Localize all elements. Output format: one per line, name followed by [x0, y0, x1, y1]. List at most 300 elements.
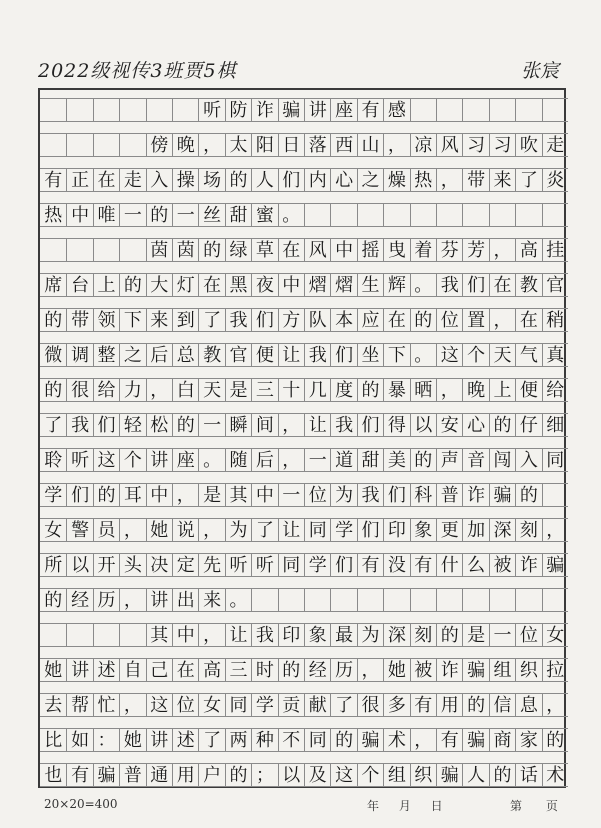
- grid-cell: [93, 98, 119, 122]
- grid-cell: 以: [66, 553, 92, 577]
- text-row: [40, 238, 564, 262]
- grid-cell: [40, 623, 66, 647]
- grid-cell: 在: [383, 308, 409, 332]
- grid-cell: ，: [146, 378, 172, 402]
- grid-cell: 及: [304, 763, 330, 787]
- grid-cell: 来: [198, 588, 224, 612]
- grid-cell: 有: [357, 98, 383, 122]
- text-row: [40, 658, 564, 682]
- grid-cell: 音: [462, 448, 488, 472]
- grid-cell: 一: [119, 203, 145, 227]
- grid-cell: 通: [146, 763, 172, 787]
- grid-cell: 晚: [172, 133, 198, 157]
- grid-cell: 同: [278, 553, 304, 577]
- grid-cell: ；: [251, 763, 277, 787]
- grid-cell: 调: [66, 343, 92, 367]
- grid-cell: 们: [330, 343, 356, 367]
- grid-cell: 方: [278, 308, 304, 332]
- grid-cell: 决: [146, 553, 172, 577]
- grid-cell: [489, 588, 515, 612]
- grid-cell: ，: [542, 693, 568, 717]
- text-row: [40, 273, 564, 297]
- grid-cell: 台: [66, 273, 92, 297]
- grid-cell: 信: [489, 693, 515, 717]
- grid-cell: 女: [542, 623, 568, 647]
- text-row: [40, 203, 564, 227]
- grid-cell: 度: [330, 378, 356, 402]
- grid-cell: 了: [198, 308, 224, 332]
- grid-cell: 贡: [278, 693, 304, 717]
- grid-cell: 位: [172, 693, 198, 717]
- grid-cell: 随: [225, 448, 251, 472]
- grid-cell: 走: [119, 168, 145, 192]
- grid-cell: 中: [146, 483, 172, 507]
- grid-cell: 有: [66, 763, 92, 787]
- grid-cell: 芬: [436, 238, 462, 262]
- grid-cell: 的: [515, 483, 541, 507]
- grid-cell: 声: [436, 448, 462, 472]
- grid-cell: 为: [225, 518, 251, 542]
- grid-cell: 历: [93, 588, 119, 612]
- grid-cell: 出: [172, 588, 198, 612]
- grid-cell: 的: [489, 763, 515, 787]
- grid-cell: [436, 588, 462, 612]
- grid-cell: 微: [40, 343, 66, 367]
- grid-cell: 献: [304, 693, 330, 717]
- grid-cell: 人: [462, 763, 488, 787]
- grid-cell: 心: [462, 413, 488, 437]
- grid-cell: 的: [225, 168, 251, 192]
- grid-cell: 坐: [357, 343, 383, 367]
- grid-cell: 三: [225, 658, 251, 682]
- grid-cell: 安: [436, 413, 462, 437]
- text-row: [40, 483, 564, 507]
- text-row: [40, 448, 564, 472]
- text-row: [40, 763, 564, 787]
- grid-cell: 刻: [515, 518, 541, 542]
- grid-cell: 内: [304, 168, 330, 192]
- grid-cell: 中: [330, 238, 356, 262]
- grid-cell: 之: [357, 168, 383, 192]
- grid-cell: [330, 588, 356, 612]
- grid-cell: 织: [515, 658, 541, 682]
- text-row: [40, 133, 564, 157]
- grid-cell: 辉: [383, 273, 409, 297]
- grid-cell: 一: [278, 483, 304, 507]
- text-row: [40, 343, 564, 367]
- grid-cell: [40, 238, 66, 262]
- grid-cell: 天: [489, 343, 515, 367]
- grid-cell: 的: [119, 273, 145, 297]
- grid-cell: 一: [198, 413, 224, 437]
- grid-cell: 诈: [436, 658, 462, 682]
- grid-cell: 讲: [146, 728, 172, 752]
- grid-cell: 道: [330, 448, 356, 472]
- grid-count-label: 20×20=400: [44, 797, 118, 811]
- grid-cell: 的: [225, 763, 251, 787]
- grid-cell: 最: [330, 623, 356, 647]
- grid-cell: 织: [410, 763, 436, 787]
- grid-cell: 耳: [119, 483, 145, 507]
- grid-cell: 为: [330, 483, 356, 507]
- grid-cell: [93, 623, 119, 647]
- grid-cell: 们: [357, 518, 383, 542]
- text-row: [40, 378, 564, 402]
- grid-cell: 以: [278, 763, 304, 787]
- grid-cell: 被: [489, 553, 515, 577]
- grid-cell: 队: [304, 308, 330, 332]
- grid-cell: 日: [278, 133, 304, 157]
- grid-cell: [515, 588, 541, 612]
- grid-cell: [436, 98, 462, 122]
- text-row: [40, 728, 564, 752]
- text-row: [40, 518, 564, 542]
- grid-cell: 历: [330, 658, 356, 682]
- grid-cell: 深: [489, 518, 515, 542]
- grid-cell: ，: [489, 238, 515, 262]
- grid-cell: 所: [40, 553, 66, 577]
- grid-cell: 教: [515, 273, 541, 297]
- grid-cell: 着: [410, 238, 436, 262]
- grid-cell: 骗: [462, 728, 488, 752]
- grid-cell: 熠: [330, 273, 356, 297]
- grid-cell: 甜: [357, 448, 383, 472]
- grid-cell: 茵: [172, 238, 198, 262]
- grid-cell: 如: [66, 728, 92, 752]
- grid-cell: 我: [357, 483, 383, 507]
- grid-cell: 用: [172, 763, 198, 787]
- grid-cell: 西: [330, 133, 356, 157]
- grid-cell: 去: [40, 693, 66, 717]
- grid-cell: 轻: [119, 413, 145, 437]
- grid-cell: 下: [383, 343, 409, 367]
- grid-cell: 没: [383, 553, 409, 577]
- grid-cell: 这: [146, 693, 172, 717]
- grid-cell: 的: [146, 203, 172, 227]
- grid-cell: 的: [93, 483, 119, 507]
- grid-cell: 其: [225, 483, 251, 507]
- grid-cell: 到: [172, 308, 198, 332]
- grid-cell: 我: [330, 413, 356, 437]
- grid-cell: 骗: [93, 763, 119, 787]
- grid-cell: 夜: [251, 273, 277, 297]
- grid-cell: [515, 98, 541, 122]
- grid-cell: 骗: [489, 483, 515, 507]
- grid-cell: 不: [278, 728, 304, 752]
- grid-cell: 为: [357, 623, 383, 647]
- grid-cell: 女: [40, 518, 66, 542]
- grid-cell: ，: [489, 308, 515, 332]
- grid-cell: 比: [40, 728, 66, 752]
- grid-cell: 两: [225, 728, 251, 752]
- grid-cell: 这: [330, 763, 356, 787]
- grid-cell: 的: [40, 378, 66, 402]
- grid-cell: 话: [515, 763, 541, 787]
- grid-cell: 后: [251, 448, 277, 472]
- grid-cell: ，: [357, 658, 383, 682]
- grid-cell: 几: [304, 378, 330, 402]
- grid-cell: 感: [383, 98, 409, 122]
- grid-cell: 种: [251, 728, 277, 752]
- grid-cell: 先: [198, 553, 224, 577]
- grid-cell: 有: [357, 553, 383, 577]
- grid-cell: 置: [462, 308, 488, 332]
- grid-cell: [489, 98, 515, 122]
- grid-cell: 。: [225, 588, 251, 612]
- grid-cell: [515, 203, 541, 227]
- grid-cell: 熠: [304, 273, 330, 297]
- text-row: [40, 553, 564, 577]
- grid-cell: 骗: [436, 763, 462, 787]
- grid-cell: 同: [542, 448, 568, 472]
- grid-cell: [410, 98, 436, 122]
- grid-cell: 我: [251, 623, 277, 647]
- grid-cell: 习: [462, 133, 488, 157]
- grid-cell: ，: [278, 413, 304, 437]
- grid-cell: 教: [198, 343, 224, 367]
- grid-cell: 们: [93, 413, 119, 437]
- grid-cell: 她: [383, 658, 409, 682]
- grid-cell: 让: [278, 343, 304, 367]
- grid-cell: 女: [198, 693, 224, 717]
- grid-cell: 总: [172, 343, 198, 367]
- grid-cell: 自: [119, 658, 145, 682]
- grid-cell: 的: [40, 308, 66, 332]
- grid-cell: 瞬: [225, 413, 251, 437]
- grid-cell: 的: [40, 588, 66, 612]
- grid-cell: [462, 98, 488, 122]
- grid-cell: 得: [383, 413, 409, 437]
- grid-cell: 中: [172, 623, 198, 647]
- grid-cell: 是: [462, 623, 488, 647]
- grid-cell: 甜: [225, 203, 251, 227]
- grid-cell: 曳: [383, 238, 409, 262]
- grid-cell: 摇: [357, 238, 383, 262]
- grid-cell: 讲: [66, 658, 92, 682]
- grid-cell: 的: [278, 658, 304, 682]
- grid-cell: 细: [542, 413, 568, 437]
- grid-cell: ，: [198, 133, 224, 157]
- grid-cell: ，: [542, 518, 568, 542]
- grid-cell: 们: [278, 168, 304, 192]
- grid-cell: [66, 623, 92, 647]
- grid-cell: 给: [93, 378, 119, 402]
- grid-cell: [119, 133, 145, 157]
- grid-cell: 整: [93, 343, 119, 367]
- grid-cell: 经: [304, 658, 330, 682]
- grid-cell: 让: [304, 413, 330, 437]
- grid-cell: 的: [357, 378, 383, 402]
- grid-cell: 更: [436, 518, 462, 542]
- grid-cell: 人: [251, 168, 277, 192]
- grid-cell: [66, 98, 92, 122]
- grid-cell: 以: [410, 413, 436, 437]
- text-row: [40, 693, 564, 717]
- grid-cell: 大: [146, 273, 172, 297]
- grid-cell: 气: [515, 343, 541, 367]
- grid-cell: 间: [251, 413, 277, 437]
- grid-cell: [66, 238, 92, 262]
- grid-cell: 术: [383, 728, 409, 752]
- grid-cell: 便: [251, 343, 277, 367]
- grid-cell: 诈: [462, 483, 488, 507]
- grid-cell: 们: [357, 413, 383, 437]
- grid-cell: 席: [40, 273, 66, 297]
- grid-cell: 三: [251, 378, 277, 402]
- grid-cell: [542, 203, 568, 227]
- grid-cell: 个: [119, 448, 145, 472]
- grid-cell: 官: [542, 273, 568, 297]
- grid-cell: 。: [278, 203, 304, 227]
- grid-cell: 官: [225, 343, 251, 367]
- grid-cell: 丝: [198, 203, 224, 227]
- grid-cell: 中: [278, 273, 304, 297]
- grid-cell: 印: [278, 623, 304, 647]
- grid-cell: 操: [172, 168, 198, 192]
- grid-cell: 我: [304, 343, 330, 367]
- grid-cell: 普: [436, 483, 462, 507]
- grid-cell: 们: [251, 308, 277, 332]
- grid-cell: [93, 238, 119, 262]
- grid-cell: 炎: [542, 168, 568, 192]
- grid-cell: 么: [462, 553, 488, 577]
- grid-cell: 有: [436, 728, 462, 752]
- grid-cell: 骗: [542, 553, 568, 577]
- grid-cell: 这: [93, 448, 119, 472]
- grid-cell: 用: [436, 693, 462, 717]
- grid-cell: 正: [66, 168, 92, 192]
- text-row: [40, 588, 564, 612]
- grid-cell: 听: [66, 448, 92, 472]
- grid-cell: 草: [251, 238, 277, 262]
- grid-cell: 有: [410, 693, 436, 717]
- grid-cell: 中: [251, 483, 277, 507]
- grid-cell: 。: [410, 273, 436, 297]
- grid-cell: 忙: [93, 693, 119, 717]
- text-row: [40, 168, 564, 192]
- grid-cell: ，: [119, 588, 145, 612]
- grid-cell: 带: [66, 308, 92, 332]
- grid-cell: 稍: [542, 308, 568, 332]
- grid-cell: 的: [489, 413, 515, 437]
- author-name: 张宸: [520, 60, 559, 82]
- grid-cell: 骗: [357, 728, 383, 752]
- grid-cell: 位: [436, 308, 462, 332]
- grid-cell: 她: [146, 518, 172, 542]
- grid-cell: 骗: [462, 658, 488, 682]
- grid-cell: [119, 98, 145, 122]
- grid-cell: 十: [278, 378, 304, 402]
- grid-cell: 本: [330, 308, 356, 332]
- grid-cell: 们: [383, 483, 409, 507]
- grid-cell: 同: [304, 728, 330, 752]
- grid-cell: [119, 238, 145, 262]
- grid-cell: 述: [172, 728, 198, 752]
- grid-cell: [357, 203, 383, 227]
- grid-cell: 家: [515, 728, 541, 752]
- grid-cell: 开: [93, 553, 119, 577]
- grid-cell: 被: [410, 658, 436, 682]
- grid-cell: 防: [225, 98, 251, 122]
- grid-cell: 在: [198, 273, 224, 297]
- grid-cell: 茵: [146, 238, 172, 262]
- grid-cell: 们: [462, 273, 488, 297]
- grid-cell: ，: [436, 378, 462, 402]
- grid-cell: 之: [119, 343, 145, 367]
- grid-cell: 很: [66, 378, 92, 402]
- grid-cell: [410, 203, 436, 227]
- grid-cell: [251, 588, 277, 612]
- grid-cell: 的: [330, 728, 356, 752]
- grid-cell: 经: [66, 588, 92, 612]
- grid-cell: [542, 588, 568, 612]
- grid-cell: 听: [225, 553, 251, 577]
- grid-cell: 是: [198, 483, 224, 507]
- grid-cell: 傍: [146, 133, 172, 157]
- grid-cell: 了: [515, 168, 541, 192]
- grid-cell: 领: [93, 308, 119, 332]
- grid-cell: 热: [410, 168, 436, 192]
- grid-cell: 高: [198, 658, 224, 682]
- grid-cell: 学: [40, 483, 66, 507]
- grid-cell: 头: [119, 553, 145, 577]
- grid-cell: 在: [515, 308, 541, 332]
- grid-cell: 我: [66, 413, 92, 437]
- grid-cell: 组: [489, 658, 515, 682]
- grid-cell: 己: [146, 658, 172, 682]
- grid-cell: 深: [383, 623, 409, 647]
- grid-cell: 的: [410, 448, 436, 472]
- grid-cell: 述: [93, 658, 119, 682]
- grid-cell: 入: [515, 448, 541, 472]
- grid-cell: [330, 203, 356, 227]
- grid-cell: 应: [357, 308, 383, 332]
- grid-cell: 暴: [383, 378, 409, 402]
- grid-cell: 黑: [225, 273, 251, 297]
- grid-cell: 了: [251, 518, 277, 542]
- grid-cell: ，: [198, 518, 224, 542]
- grid-cell: ，: [198, 623, 224, 647]
- grid-cell: ，: [436, 168, 462, 192]
- text-row: [40, 308, 564, 332]
- grid-cell: 讲: [146, 448, 172, 472]
- grid-cell: 讲: [146, 588, 172, 612]
- grid-cell: 晒: [410, 378, 436, 402]
- grid-cell: 带: [462, 168, 488, 192]
- grid-cell: 落: [304, 133, 330, 157]
- grid-cell: 很: [357, 693, 383, 717]
- grid-cell: [462, 203, 488, 227]
- grid-cell: ：: [93, 728, 119, 752]
- grid-cell: 让: [278, 518, 304, 542]
- class-and-name-header: 2022级视传3班贾5棋: [38, 60, 237, 82]
- grid-cell: 太: [225, 133, 251, 157]
- grid-cell: [542, 98, 568, 122]
- grid-cell: 习: [489, 133, 515, 157]
- grid-cell: 也: [40, 763, 66, 787]
- grid-cell: [304, 588, 330, 612]
- grid-cell: 上: [489, 378, 515, 402]
- grid-cell: 这: [436, 343, 462, 367]
- grid-cell: 诈: [515, 553, 541, 577]
- grid-cell: 普: [119, 763, 145, 787]
- grid-cell: 们: [330, 553, 356, 577]
- grid-cell: 入: [146, 168, 172, 192]
- grid-cell: ，: [172, 483, 198, 507]
- grid-cell: 后: [146, 343, 172, 367]
- grid-cell: [40, 133, 66, 157]
- grid-cell: 一: [489, 623, 515, 647]
